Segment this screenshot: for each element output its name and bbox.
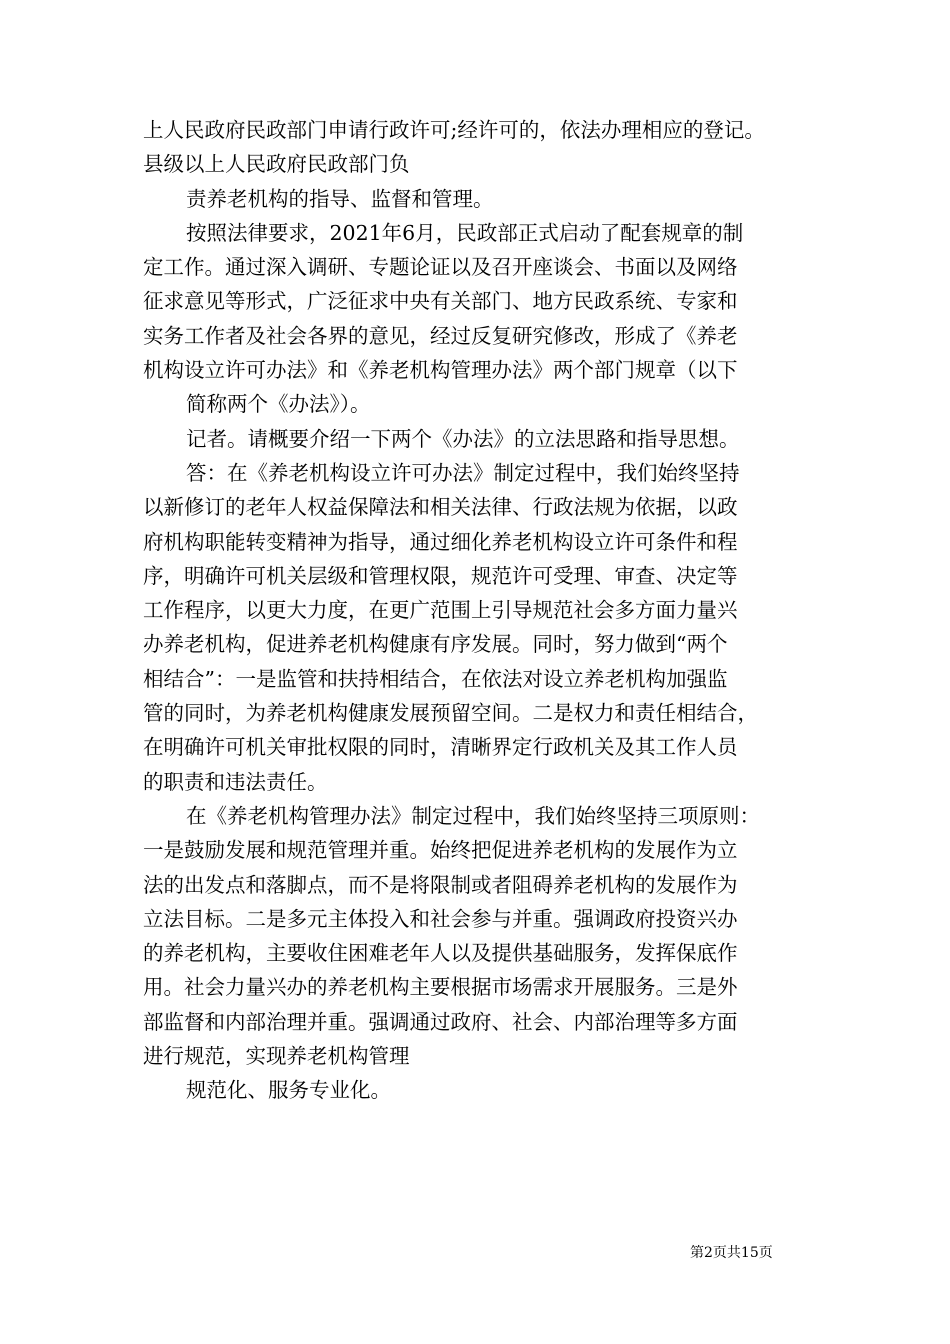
text-line: 记者。请概要介绍一下两个《办法》的立法思路和指导思想。 — [186, 426, 740, 451]
text-line: 在《养老机构管理办法》制定过程中，我们始终坚持三项原则： — [186, 803, 760, 828]
text-line: 责养老机构的指导、监督和管理。 — [186, 186, 494, 211]
text-line: 实务工作者及社会各界的意见，经过反复研究修改，形成了《养老 — [143, 323, 738, 348]
text-line: 府机构职能转变精神为指导，通过细化养老机构设立许可条件和程 — [143, 529, 738, 554]
text-line: 一是鼓励发展和规范管理并重。始终把促进养老机构的发展作为立 — [143, 838, 738, 863]
paragraph — [143, 113, 815, 182]
text-line: 按照法律要求，2021年6月，民政部正式启动了配套规章的制 — [186, 220, 744, 245]
text-line: 在明确许可机关审批权限的同时，清晰界定行政机关及其工作人员 — [143, 735, 738, 760]
text-line: 办养老机构，促进养老机构健康有序发展。同时，努力做到“两个 — [143, 632, 728, 657]
text-line: 征求意见等形式，广泛征求中央有关部门、地方民政系统、专家和 — [143, 289, 738, 314]
text-line: 法的出发点和落脚点，而不是将限制或者阻碍养老机构的发展作为 — [143, 872, 738, 897]
page-number: 第2页共15页 — [690, 1245, 773, 1261]
text-line: 部监督和内部治理并重。强调通过政府、社会、内部治理等多方面 — [143, 1009, 738, 1034]
text-line: 机构设立许可办法》和《养老机构管理办法》两个部门规章（以下 — [143, 358, 738, 383]
text-line: 上人民政府民政部门申请行政许可;经许可的，依法办理相应的登记。 — [143, 118, 765, 142]
paragraph — [143, 456, 815, 799]
text-line: 用。社会力量兴办的养老机构主要根据市场需求开展服务。三是外 — [143, 975, 738, 1000]
text-line: 立法目标。二是多元主体投入和社会参与并重。强调政府投资兴办 — [143, 906, 738, 931]
paragraph — [143, 1073, 815, 1107]
text-line: 的职责和违法责任。 — [143, 769, 328, 794]
text-line: 管的同时，为养老机构健康发展预留空间。二是权力和责任相结合， — [143, 701, 758, 726]
document-body — [143, 113, 815, 1108]
text-line: 进行规范，实现养老机构管理 — [143, 1044, 410, 1069]
text-line: 工作程序，以更大力度，在更广范围上引导规范社会多方面力量兴 — [143, 598, 738, 623]
text-line: 相结合”：一是监管和扶持相结合，在依法对设立养老机构加强监 — [143, 666, 728, 691]
text-line: 以新修订的老年人权益保障法和相关法律、行政法规为依据，以政 — [143, 495, 738, 520]
text-line: 规范化、服务专业化。 — [186, 1078, 391, 1103]
text-line: 序，明确许可机关层级和管理权限，规范许可受理、审查、决定等 — [143, 563, 738, 588]
paragraph — [143, 422, 815, 456]
paragraph — [143, 182, 815, 216]
paragraph — [143, 216, 815, 387]
text-line: 定工作。通过深入调研、专题论证以及召开座谈会、书面以及网络 — [143, 255, 738, 280]
text-line: 答：在《养老机构设立许可办法》制定过程中，我们始终坚持 — [186, 460, 740, 485]
paragraph — [143, 799, 815, 1073]
text-line: 的养老机构，主要收住困难老年人以及提供基础服务，发挥保底作 — [143, 941, 738, 966]
text-line: 县级以上人民政府民政部门负 — [143, 152, 410, 177]
text-line: 简称两个《办法》）。 — [186, 392, 371, 417]
paragraph — [143, 387, 815, 421]
